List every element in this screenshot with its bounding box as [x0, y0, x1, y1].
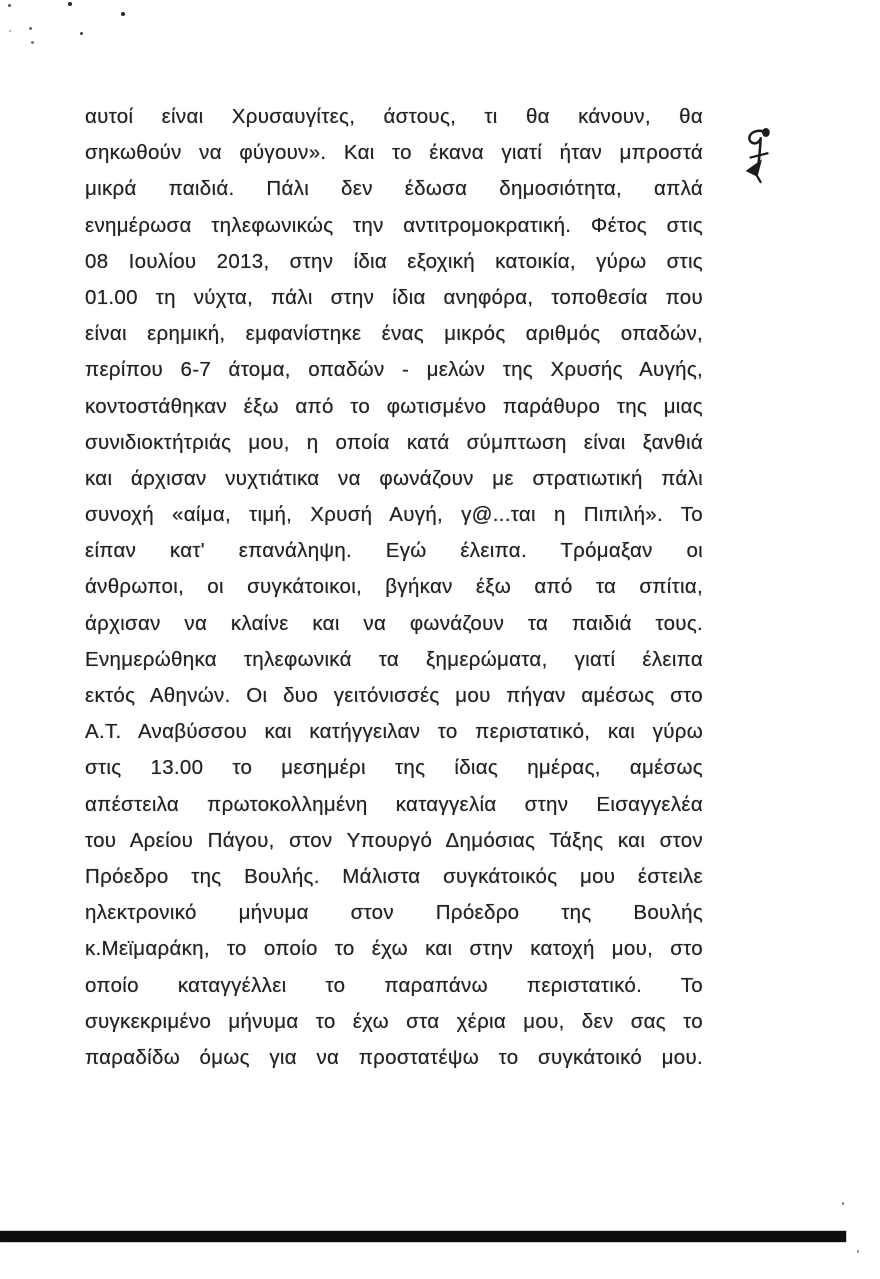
document-text-block: [85, 99, 703, 1076]
text-line: Ενημερώθηκα τηλεφωνικά τα ξημερώματα, γιατί έλειπα: [85, 647, 703, 671]
text-line: συνιδιοκτήτριάς μου, η οποία κατά σύμπτωση είναι ξανθιά: [85, 430, 703, 454]
scan-speck: [857, 1250, 859, 1253]
text-line: Πρόεδρο της Βουλής. Μάλιστα συγκάτοικός μου έστειλε: [85, 864, 703, 888]
text-line: 01.00 τη νύχτα, πάλι στην ίδια ανηφόρα, τοποθεσία που: [85, 285, 703, 309]
text-line: κ.Μεϊμαράκη, το οποίο το έχω και στην κατοχή μου, στο: [85, 937, 703, 961]
text-line: του Αρείου Πάγου, στον Υπουργό Δημόσιας Τάξης και στον: [85, 828, 703, 852]
scan-speck: [29, 27, 32, 30]
text-line: σηκωθούν να φύγουν». Και το έκανα γιατί ήταν μπροστά: [85, 141, 703, 165]
text-line: περίπου 6-7 άτομα, οπαδών - μελών της Χρυσής Αυγής,: [85, 358, 703, 382]
text-line: κοντοστάθηκαν έξω από το φωτισμένο παράθυρο της μιας: [85, 394, 703, 418]
scan-speck: [68, 2, 72, 6]
text-line: στις 13.00 το μεσημέρι της ίδιας ημέρας, αμέσως: [85, 756, 703, 780]
handwritten-initial-mark: [743, 126, 775, 188]
text-line: αυτοί είναι Χρυσαυγίτες, άστους, τι θα κάνουν, θα: [85, 105, 703, 128]
scan-speck: [9, 30, 11, 32]
redaction-bar: [0, 1231, 846, 1242]
text-line: απέστειλα πρωτοκολλημένη καταγγελία στην Εισαγγελέα: [85, 792, 703, 816]
text-line: και άρχισαν νυχτιάτικα να φωνάζουν με στρατιωτική πάλι: [85, 466, 703, 490]
text-line: είναι ερημική, εμφανίστηκε ένας μικρός αριθμός οπαδών,: [85, 322, 703, 346]
text-line: άρχισαν να κλαίνε και να φωνάζουν τα παιδιά τους.: [85, 611, 703, 635]
text-line: οποίο καταγγέλλει το παραπάνω περιστατικό. Το: [85, 973, 703, 997]
scan-speck: [80, 32, 83, 35]
text-line: συγκεκριμένο μήνυμα το έχω στα χέρια μου, δεν σας το: [85, 1009, 703, 1033]
text-line: παραδίδω όμως για να προστατέψω το συγκάτοικό μου.: [85, 1045, 703, 1069]
text-line: συνοχή «αίμα, τιμή, Χρυσή Αυγή, γ@...ται η Πιπιλή». Το: [85, 503, 703, 527]
text-line: μικρά παιδιά. Πάλι δεν έδωσα δημοσιότητα, απλά: [85, 177, 703, 201]
text-line: Α.Τ. Αναβύσσου και κατήγγειλαν το περιστατικό, και γύρω: [85, 720, 703, 744]
scan-speck: [121, 12, 125, 16]
text-line: 08 Ιουλίου 2013, στην ίδια εξοχική κατοικία, γύρω στις: [85, 249, 703, 273]
text-line: εκτός Αθηνών. Οι δυο γειτόνισσές μου πήγαν αμέσως στο: [85, 684, 703, 707]
text-line: άνθρωποι, οι συγκάτοικοι, βγήκαν έξω από τα σπίτια,: [85, 575, 703, 599]
scan-speck: [842, 1202, 844, 1205]
text-line: είπαν κατ' επανάληψη. Εγώ έλειπα. Τρόμαξαν οι: [85, 539, 703, 563]
scan-speck: [8, 4, 11, 7]
text-line: ηλεκτρονικό μήνυμα στον Πρόεδρο της Βουλής: [85, 901, 703, 925]
text-line: ενημέρωσα τηλεφωνικώς την αντιτρομοκρατική. Φέτος στις: [85, 213, 703, 237]
scan-speck: [31, 41, 34, 44]
